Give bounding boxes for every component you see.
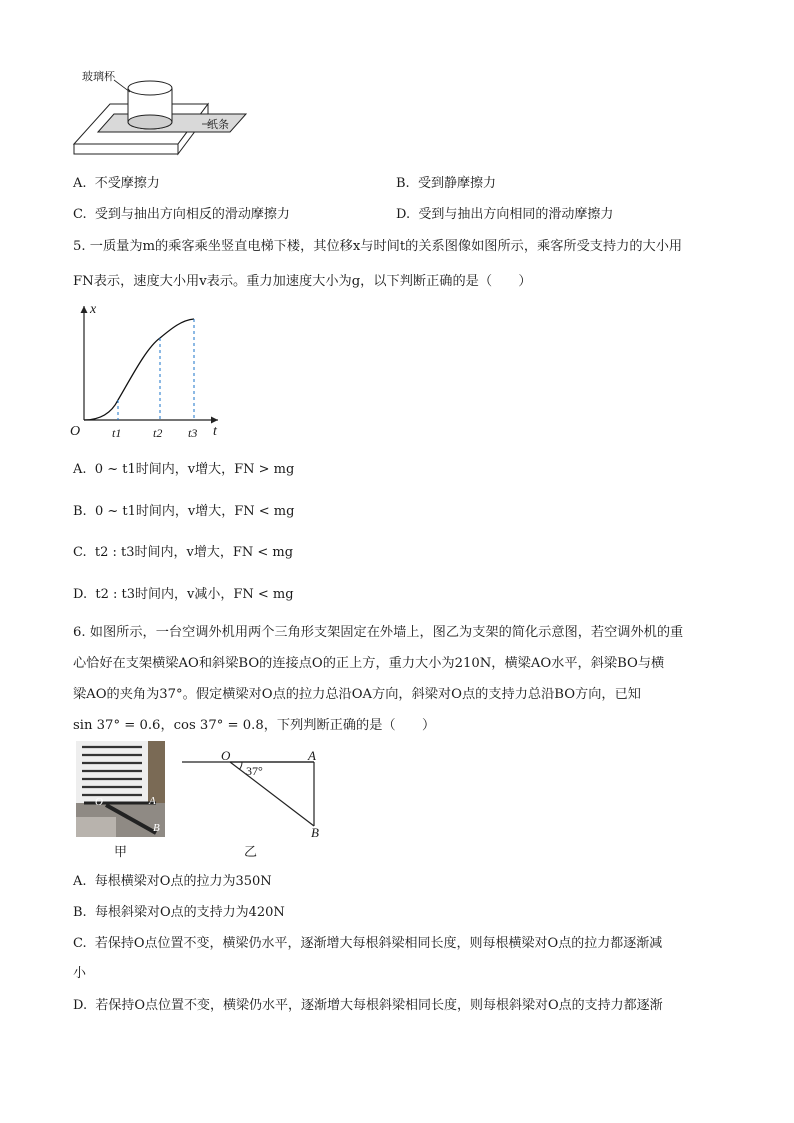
option-text: 小 [73,966,87,981]
graph-tick-t1: t1 [112,426,122,440]
option-text: t2 : t3时间内，v增大，FN < mg [94,545,294,560]
q6-option-d [73,994,663,1013]
option-text: 0 ~ t1时间内，v增大，FN < mg [94,504,295,519]
option-letter: A. [73,176,87,191]
option-text: 0 ~ t1时间内，v增大，FN > mg [94,462,295,477]
q4-option-c [73,203,290,222]
q5-option-c [73,541,293,560]
xt-curve [84,319,194,420]
q6-option-c-continued [73,962,86,981]
diagram-label-a: A [308,748,316,763]
q5-xt-graph [68,300,228,446]
q6-stem-line1: 6. 如图所示，一台空调外机用两个三角形支架固定在外墙上，图乙为支架的简化示意图，若空调外机的重 [73,625,684,640]
photo-label-b: B [153,822,160,834]
q5-option-b [73,500,294,519]
option-letter: D. [73,998,88,1013]
option-text: 受到静摩擦力 [417,176,496,191]
q6-option-b [73,901,285,920]
q5-stem-line2: FN表示，速度大小用v表示。重力加速度大小为g，以下判断正确的是（ ） [73,274,532,289]
photo-caption: 甲 [114,845,128,860]
cup-rim [128,81,172,95]
option-text: 每根斜梁对O点的支持力为420N [94,905,285,920]
option-text: 受到与抽出方向相同的滑动摩擦力 [418,207,614,222]
beam-ob [230,762,314,826]
graph-tick-t2: t2 [153,426,163,440]
q5-option-d [73,583,294,602]
ac-bracket-photo [76,741,165,837]
option-text: 受到与抽出方向相反的滑动摩擦力 [94,207,290,222]
q6-stem-line3: 梁AO的夹角为37°。假定横梁对O点的拉力总沿OA方向，斜梁对O点的支持力总沿BO方向，已知 [73,687,641,702]
q6-stem-line2: 心恰好在支架横梁AO和斜梁BO的连接点O的正上方，重力大小为210N，横梁AO水平，斜梁BO与横 [73,656,665,671]
option-text: 若保持O点位置不变，横梁仍水平，逐渐增大每根斜梁相同长度，则每根横梁对O点的拉力都逐渐减 [94,936,663,951]
graph-x-label: t [213,424,217,439]
option-letter: C. [73,936,87,951]
q4-option-a [73,172,160,191]
board-front [74,144,178,154]
option-text: 每根横梁对O点的拉力为350N [94,874,272,889]
option-letter: A. [73,874,87,889]
q6-stem-line4: sin 37° = 0.6，cos 37° = 0.8，下列判断正确的是（ ） [73,718,436,733]
q4-option-b [396,172,496,191]
option-text: 若保持O点位置不变，横梁仍水平，逐渐增大每根斜梁相同长度，则每根斜梁对O点的支持力都逐渐 [95,998,663,1013]
diagram-caption: 乙 [244,845,258,860]
cup-label: 玻璃杯 [82,70,115,83]
diagram-label-o: O [221,748,231,763]
option-letter: D. [73,587,88,602]
q5-option-a [73,458,294,477]
option-letter: A. [73,462,87,477]
strip-label: 纸条 [207,118,229,131]
option-letter: D. [396,207,411,222]
q6-option-a [73,870,272,889]
option-letter: C. [73,207,87,222]
cup-leader [114,80,130,92]
option-letter: C. [73,545,87,560]
option-text: t2 : t3时间内，v减小，FN < mg [95,587,294,602]
option-text: 不受摩擦力 [94,176,160,191]
diagram-angle-label: 37° [246,764,263,778]
q4-option-d [396,203,613,222]
option-letter: B. [73,905,87,920]
photo-label-a: A [149,795,156,807]
diagram-label-b: B [311,825,319,840]
graph-y-label: x [90,302,97,317]
graph-tick-t3: t3 [188,426,198,440]
q6-option-c [73,932,662,951]
graph-origin: O [70,424,81,439]
cup-bottom [128,115,172,129]
option-letter: B. [396,176,410,191]
q5-stem-line1: 5. 一质量为m的乘客乘坐竖直电梯下楼，其位移x与时间t的关系图像如图所示，乘客所受支持力的大小用 [73,239,683,254]
option-letter: B. [73,504,87,519]
angle-arc [240,762,243,769]
photo-label-o: O [95,796,103,808]
